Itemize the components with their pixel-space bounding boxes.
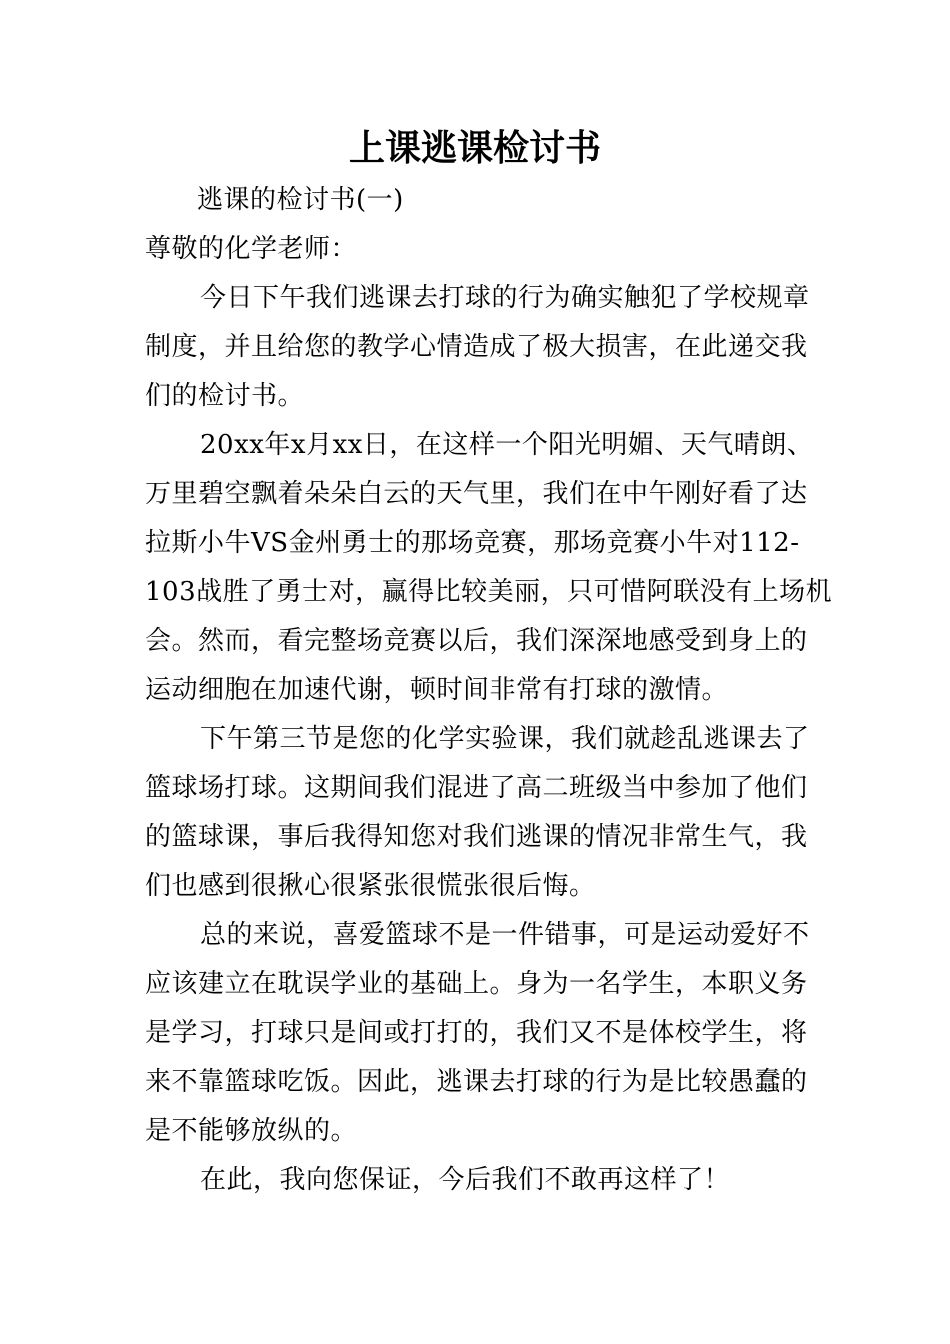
paragraph-line: 来不靠篮球吃饭。因此，逃课去打球的行为是比较愚蠢的: [145, 1067, 808, 1097]
paragraph-1: [145, 274, 810, 421]
paragraph-line: 应该建立在耽误学业的基础上。身为一名学生，本职义务: [145, 969, 808, 999]
paragraph-line: 们也感到很揪心很紧张很慌张很后悔。: [145, 871, 596, 901]
paragraph-2: [145, 421, 833, 715]
paragraph-line: 们的检讨书。: [145, 381, 305, 411]
paragraph-line: 拉斯小牛VS金州勇士的那场竞赛，那场竞赛小牛对112-: [145, 528, 800, 558]
paragraph-line: 篮球场打球。这期间我们混进了高二班级当中参加了他们: [145, 773, 808, 803]
paragraph-line: 是学习，打球只是间或打打的，我们又不是体校学生，将: [145, 1018, 808, 1048]
document-title: 上课逃课检讨书: [348, 127, 601, 169]
paragraph-line: 在此，我向您保证，今后我们不敢再这样了！: [200, 1165, 731, 1195]
paragraph-line: 20xx年x月xx日，在这样一个阳光明媚、天气晴朗、: [200, 430, 814, 460]
document-subtitle: 逃课的检讨书(一): [197, 185, 404, 215]
paragraph-line: 会。然而，看完整场竞赛以后，我们深深地感受到身上的: [145, 626, 808, 656]
paragraph-line: 制度，并且给您的教学心情造成了极大损害，在此递交我: [145, 332, 808, 362]
paragraph-4: [145, 911, 810, 1156]
paragraph-line: 运动细胞在加速代谢，顿时间非常有打球的激情。: [145, 675, 729, 705]
paragraph-line: 总的来说，喜爱篮球不是一件错事，可是运动爱好不: [200, 920, 810, 950]
paragraph-3: [145, 715, 810, 911]
paragraph-line: 103战胜了勇士对，赢得比较美丽，只可惜阿联没有上场机: [145, 577, 833, 607]
document-body: [145, 176, 833, 1205]
salutation: 尊敬的化学老师：: [145, 234, 358, 264]
paragraph-line: 今日下午我们逃课去打球的行为确实触犯了学校规章: [200, 283, 810, 313]
paragraph-line: 下午第三节是您的化学实验课，我们就趁乱逃课去了: [200, 724, 810, 754]
paragraph-line: 的篮球课，事后我得知您对我们逃课的情况非常生气，我: [145, 822, 808, 852]
paragraph-line: 万里碧空飘着朵朵白云的天气里，我们在中午刚好看了达: [145, 479, 808, 509]
paragraph-5: [145, 1156, 810, 1205]
paragraph-line: 是不能够放纵的。: [145, 1116, 358, 1146]
